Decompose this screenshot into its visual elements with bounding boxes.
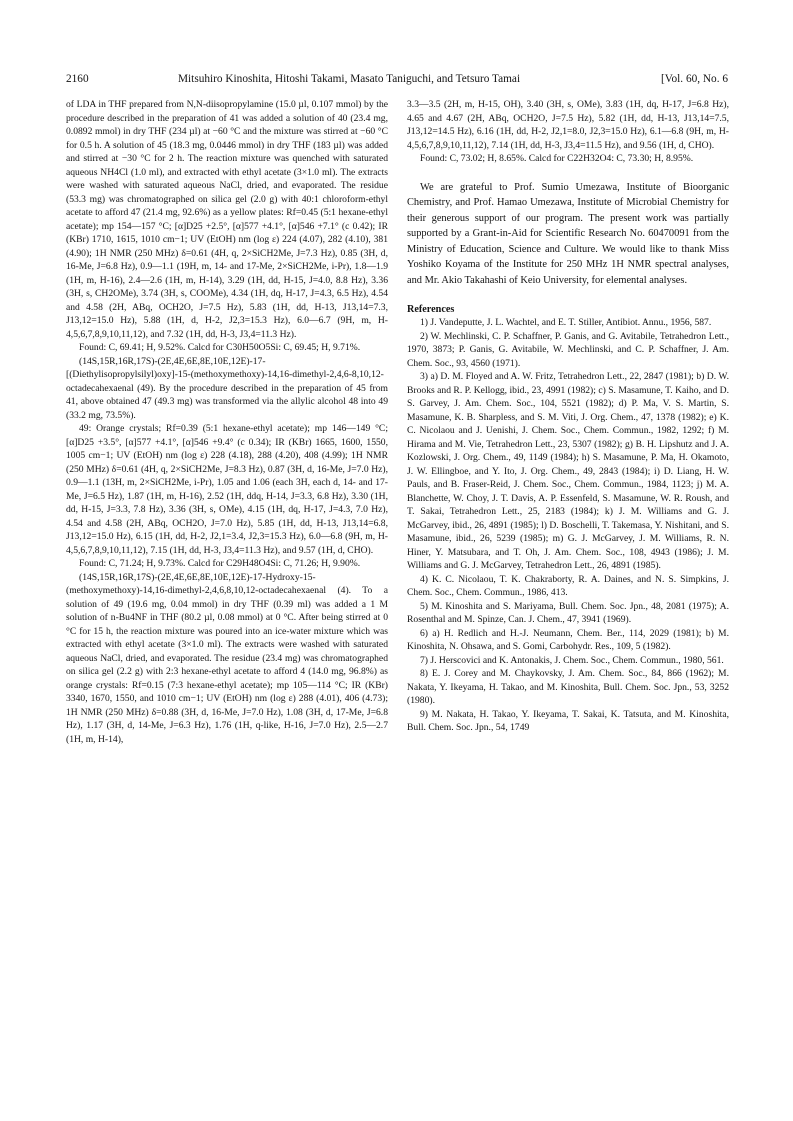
reference-item: 1) J. Vandeputte, J. L. Wachtel, and E. T. Stiller, Antibiot. Annu., 1956, 587. xyxy=(420,317,712,329)
reference-item: 8) E. J. Corey and M. Chaykovsky, J. Am. Chem. Soc., 84, 866 (1962); M. Nakata, Y. Ikeyama, H. Takao, and M. Kinoshita, Bull. Chem. Soc. Jpn., 53, 3252 (1980). xyxy=(407,668,729,707)
reference-item: 6) a) H. Redlich and H.-J. Neumann, Chem. Ber., 114, 2029 (1981); b) M. Kinoshita, N. Ohsawa, and S. Gomi, Carbohydr. Res., 109, 5 (1982). xyxy=(407,627,729,653)
elemental-analysis: Found: C, 69.41; H, 9.52%. Calcd for C30H50O5Si: C, 69.45; H, 9.71%. xyxy=(79,342,361,353)
reference-item: 9) M. Nakata, H. Takao, Y. Ikeyama, T. Sakai, K. Tatsuta, and M. Kinoshita, Bull. Chem. Soc. Jpn., 54, 1749 xyxy=(407,708,729,734)
section-gap xyxy=(407,289,729,303)
compound-4-procedure: (14S,15R,16R,17S)-(2E,4E,6E,8E,10E,12E)-17-Hydroxy-15-(methoxymethoxy)-14,16-dimethyl-2,4,6,8,10,12-octadecahexaenal (4). To a solution of 49 (19.6 mg, 0.04 mmol) in dry THF (0.39 ml) was added a 1 M solution of n-Bu4NF in THF (80.2 µl, 0.08 mmol) at 0 °C. After being stirred at 0 °C for 15 h, the reaction mixture was poured into an ice-water mixture which was extracted with ethyl acetate (3×1.0 ml). The extracts were washed with saturated aqueous NaCl, dried, and evaporated. The residue (23.4 mg) was chromatographed on silica gel (2.2 g) with 2:3 hexane-ethyl acetate to afford 4 (14.0 mg, 96.8%) as orange crystals: Rf=0.15 (7:3 hexane-ethyl acetate); mp 105—114 °C; IR (KBr) 3340, 1670, 1550, and 1010 cm−1; UV (EtOH) nm (log ε) 288 (4.01), 406 (4.73); 1H NMR (250 MHz) δ=0.88 (3H, d, 16-Me, J=7.0 Hz), 1.08 (3H, d, 17-Me, J=6.8 Hz), 1.17 (3H, d, 14-Me, J=6.3 Hz), 1.76 (1H, q-like, H-16, J=7.0 Hz), 2.5—2.7 (1H, m, H-14), xyxy=(66,571,388,745)
compound-49-data: 49: Orange crystals; Rf=0.39 (5:1 hexane-ethyl acetate); mp 146—149 °C; [α]D25 +3.5°, [α]577 +4.1°, [α]546 +9.4° (c 0.34); IR (KBr) 1665, 1600, 1550, 1005 cm−1; UV (EtOH) nm (log ε) 228 (4.18), 288 (4.20), 408 (4.99); 1H NMR (250 MHz) δ=0.61 (4H, q, 2×SiCH2Me, J=8.3 Hz), 0.87 (3H, d, 16-Me, J=7.0 Hz), 0.9—1.1 (13H, m, 2×SiCH2Me, i-Pr), 1.05 and 1.06 (each 3H, each d, 14- and 17-Me, J=6.5 Hz), 1.87 (1H, m, H-16), 2.52 (1H, ddq, H-14, J=3.3, 6.8 Hz), 3.30 (1H, dd, H-15, J=3.3, 7.8 Hz), 3.36 (3H, s, OMe), 4.15 (1H, dq, H-17, J=4.3, 7.0 Hz), 4.54 and 4.58 (2H, ABq, OCH2O, J=7.0 Hz), 5.85 (1H, dd, H-13, J13,14=6.8, J13,12=15.0 Hz), 6.15 (1H, dd, H-2, J2,1=3.4, J2,3=15.3 Hz), 6.0—6.8 (9H, m, H-4,5,6,7,8,9,10,11,12), 7.15 (1H, dd, H-3, J3,4=11.3 Hz), and 9.57 (1H, d, CHO). xyxy=(66,423,388,556)
references-heading: References xyxy=(407,303,455,315)
reference-item: 2) W. Mechlinski, C. P. Schaffner, P. Ganis, and G. Avitabile, Tetrahedron Lett., 1970, 3873; P. Ganis, G. Avitabile, W. Mechlinski, and C. P. Schaffner, J. Am. Chem. Soc., 93, 4560 (1971). xyxy=(407,330,729,369)
reference-item: 5) M. Kinoshita and S. Mariyama, Bull. Chem. Soc. Jpn., 48, 2081 (1975); A. Rosenthal and M. Spinze, Can. J. Chem., 47, 3941 (1969). xyxy=(407,600,729,626)
compound-49-procedure: (14S,15R,16R,17S)-(2E,4E,6E,8E,10E,12E)-17-[(Diethylisopropylsilyl)oxy]-15-(methoxymethoxy)-14,16-dimethyl-2,4,6-8,10,12-octadecahexaenal (49). By the procedure described in the preparation of 45 from 41, above obtained 47 (49.3 mg) was transformed via the allylic alcohol 48 into 49 (33.2 mg, 73.5%). xyxy=(66,355,388,421)
left-column xyxy=(66,98,388,746)
page-number: 2160 xyxy=(66,73,89,85)
experimental-paragraph: of LDA in THF prepared from N,N-diisopropylamine (15.0 µl, 0.107 mmol) by the procedure described in the preparation of 41 was added a solution of 40 (23.4 mg, 0.0892 mmol) in dry THF (234 µl) at −60 °C and the mixture was stirred at −60 °C for 0.5 h. A solution of 45 (18.3 mg, 0.0446 mmol) in dry THF (183 µl) was added and stirred at −30 °C for 2 h. The reaction mixture was quenched with saturated aqueous NH4Cl (1.0 ml), and extracted with ethyl acetate (3×1.0 ml). The extracts were washed with saturated aqueous NaCl, dried, and evaporated. The residue (53.3 mg) was chromatographed on silica gel (2.0 g) with 40:1 chloroform-ethyl acetate to afford 47 (21.4 mg, 92.6%) as a yellow plates: Rf=0.45 (5:1 hexane-ethyl acetate); mp 154—157 °C; [α]D25 +2.5°, [α]577 +4.1°, [α]546 +7.1° (c 0.42); IR (KBr) 1710, 1615, 1010 cm−1; UV (EtOH) nm (log ε) 224 (4.07), 282 (4.10), 381 (4.90); 1H NMR (250 MHz) δ=0.61 (4H, q, 2×SiCH2Me, J=7.3 Hz), 0.85 (3H, d, 16-Me, J=6.8 Hz), 0.9—1.1 (19H, m, 14- and 17-Me, 2×SiCH2Me, i-Pr), 1.8—1.9 (1H, m, H-16), 2.4—2.6 (1H, m, H-14), 3.29 (1H, dd, H-15, J=4.0, 8.8 Hz), 3.36 (3H, s, CH2OMe), 3.74 (3H, s, COOMe), 4.34 (1H, dq, H-17, J=4.3, 6.5 Hz), 4.54 and 4.58 (2H, ABq, OCH2O, J=7.5 Hz), 5.83 (1H, dd, H-13, J13,14=7.3, J13,12=15.0 Hz), 5.88 (1H, d, H-2, J2,3=15.3 Hz), 6.0—6.7 (9H, m, H-4,5,6,7,8,9,10,11,12), and 7.32 (1H, dd, H-3, J3,4=11.3 Hz). xyxy=(66,99,388,340)
journal-volume: [Vol. 60, No. 6 xyxy=(661,73,728,85)
references-list xyxy=(407,316,729,735)
section-gap xyxy=(407,166,729,180)
right-column xyxy=(407,98,729,735)
elemental-analysis: Found: C, 71.24; H, 9.73%. Calcd for C29H48O4Si: C, 71.26; H, 9.90%. xyxy=(79,558,361,569)
acknowledgment: We are grateful to Prof. Sumio Umezawa, Institute of Bioorganic Chemistry, and Prof. Hamao Umezawa, Institute of Microbial Chemistry for their generous support of our program. The present work was partially supported by a Grant-in-Aid for Scientific Research No. 60470091 from the Ministry of Education, Science and Culture. We would like to thank Miss Yoshiko Koyama of the Institute for 250 MHz 1H NMR spectral analyses, and Mr. Akio Takahashi of Keio University, for elemental analyses. xyxy=(407,181,729,287)
reference-item: 7) J. Herscovici and K. Antonakis, J. Chem. Soc., Chem. Commun., 1980, 561. xyxy=(420,654,724,666)
nmr-continuation: 3.3—3.5 (2H, m, H-15, OH), 3.40 (3H, s, OMe), 3.83 (1H, dq, H-17, J=6.8 Hz), 4.65 and 4.67 (2H, ABq, OCH2O, J=7.5 Hz), 5.82 (1H, dd, H-13, J13,14=7.5, J13,12=14.5 Hz), 6.16 (1H, dd, H-2, J2,1=8.0, J2,3=15.0 Hz), 6.1—6.8 (9H, m, H-4,5,6,7,8,9,10,11,12), 7.14 (1H, dd, H-3, J3,4=11.5 Hz), and 9.56 (1H, d, CHO). xyxy=(407,99,729,151)
header-authors: Mitsuhiro Kinoshita, Hitoshi Takami, Masato Taniguchi, and Tetsuro Tamai xyxy=(178,73,521,85)
reference-item: 3) a) D. M. Floyed and A. W. Fritz, Tetrahedron Lett., 22, 2847 (1981); b) D. W. Brooks and R. P. Kellogg, ibid., 23, 4991 (1982); c) S. Masamune, T. Kaiho, and D. S. Garvey, J. Am. Chem. Soc., 104, 5521 (1982); d) P. Ma, V. S. Martin, S. Masamune, K. B. Sharpless, and S. M. Viti, J. Org. Chem., 47, 1378 (1982); e) K. C. Nicolaou and J. Uenishi, J. Chem. Soc., Chem. Commun., 1982, 1292; f) M. Hirama and M. Vie, Tetrahedron Lett., 23, 5307 (1982); g) B. H. Lipshutz and J. A. Kozlowski, J. Org. Chem., 49, 1149 (1984); h) S. Masamune, P. Ma, H. Okamoto, J. W. Ellingboe, and Y. Ito, J. Org. Chem., 49, 2843 (1984); i) D. Liang, H. W. Pauls, and B. Fraser-Reid, J. Chem. Soc., Chem. Commun., 1984, 1123; j) M. A. Blanchette, W. Choy, J. T. Davis, A. P. Essenfeld, S. Masamune, W. R. Roush, and T. Sakai, Tetrahedron Lett., 25, 2183 (1984); k) J. M. Williams and G. J. McGarvey, ibid., 26, 4891 (1985); l) D. Boschelli, T. Takemasa, Y. Nishitani, and S. Masamune, ibid., 26, 5239 (1985); m) G. J. McGarvey, J. M. Williams, R. N. Hiner, Y. Matsubara, and T. Oh, J. Am. Chem. Soc., 108, 4943 (1986); J. M. Williams and G. J. McGarvey, Tetrahedron Lett., 26, 4891 (1985). xyxy=(407,371,729,572)
running-header xyxy=(66,71,728,87)
elemental-analysis: Found: C, 73.02; H, 8.65%. Calcd for C22H32O4: C, 73.30; H, 8.95%. xyxy=(420,153,694,164)
reference-item: 4) K. C. Nicolaou, T. K. Chakraborty, R. A. Daines, and N. S. Simpkins, J. Chem. Soc., Chem. Commun., 1986, 413. xyxy=(407,573,729,599)
